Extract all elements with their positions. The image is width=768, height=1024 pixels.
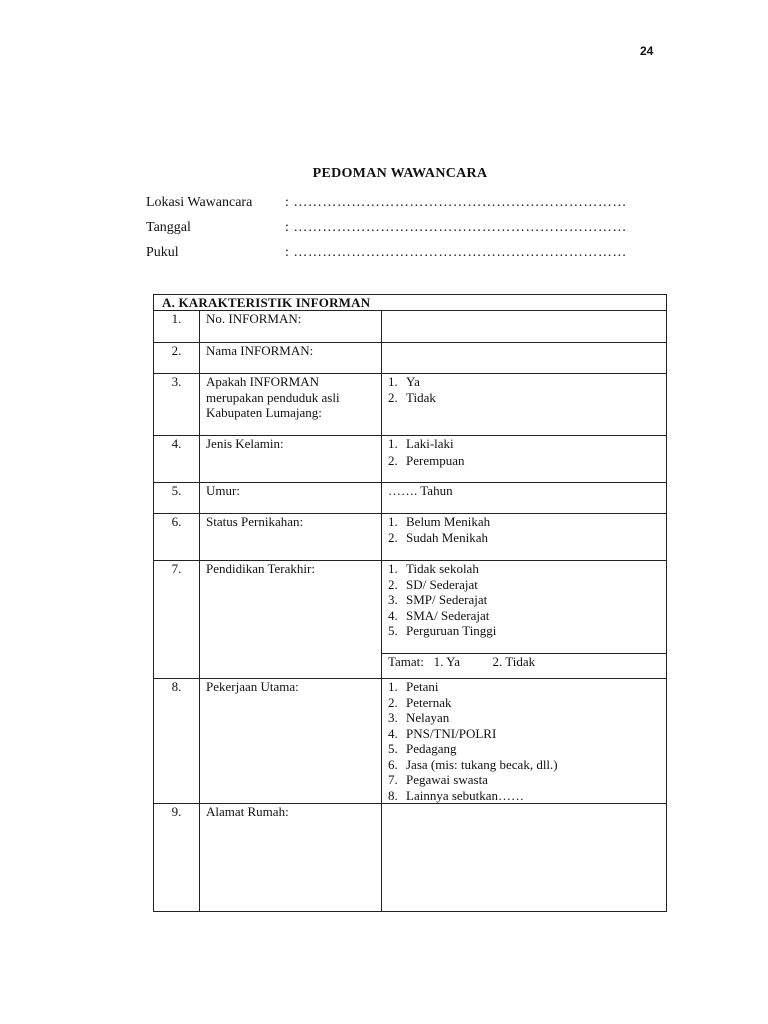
option-item[interactable]: 6. Jasa (mis: tukang becak, dll.) (388, 756, 558, 772)
option-item[interactable]: 2. Perempuan (388, 452, 465, 468)
table-row (154, 343, 667, 374)
question-label: Pekerjaan Utama: (200, 679, 382, 804)
answer-cell[interactable] (382, 343, 667, 374)
answer-cell (382, 374, 667, 436)
answer-cell (382, 679, 667, 804)
table-row (154, 561, 667, 654)
row-number: 7. (154, 561, 200, 679)
option-item[interactable]: 4. PNS/TNI/POLRI (388, 725, 497, 741)
question-label: Alamat Rumah: (200, 804, 382, 912)
option-item[interactable]: 1. Laki-laki (388, 436, 454, 451)
row-number: 1. (154, 311, 200, 343)
option-item[interactable]: 7. Pegawai swasta (388, 772, 488, 787)
option-item[interactable]: 2. SD/ Sederajat (388, 576, 478, 592)
option-item[interactable]: 1. Petani (388, 679, 439, 694)
option-list (388, 679, 660, 803)
meta-fill-line: : …………………………………………………………… (285, 195, 627, 210)
option-item[interactable]: 4. SMA/ Sederajat (388, 607, 490, 623)
table-row (154, 514, 667, 561)
row-number: 4. (154, 436, 200, 483)
row-number: 5. (154, 483, 200, 514)
meta-fill-line: : …………………………………………………………… (285, 220, 627, 235)
row-number: 8. (154, 679, 200, 804)
meta-fill-line: : …………………………………………………………… (285, 245, 627, 260)
question-label: Pendidikan Terakhir: (200, 561, 382, 679)
table-row (154, 679, 667, 804)
option-item[interactable]: 1. Tidak sekolah (388, 561, 479, 576)
question-label: Status Pernikahan: (200, 514, 382, 561)
table-row (154, 436, 667, 483)
meta-label: Pukul (146, 245, 179, 260)
option-item[interactable]: 2. Sudah Menikah (388, 529, 488, 545)
option-item[interactable]: 1. Belum Menikah (388, 514, 491, 529)
option-item[interactable]: 2. Tidak (388, 389, 436, 405)
row-number: 2. (154, 343, 200, 374)
question-line: Apakah INFORMAN (206, 374, 320, 389)
option-item[interactable]: 3. Nelayan (388, 710, 450, 725)
answer-cell[interactable] (382, 804, 667, 912)
meta-label: Lokasi Wawancara (146, 195, 253, 210)
option-item[interactable]: 5. Perguruan Tinggi (388, 623, 497, 638)
option-list (388, 561, 660, 639)
answer-cell (382, 436, 667, 483)
meta-label: Tanggal (146, 220, 191, 235)
question-label (200, 374, 382, 436)
row-number: 3. (154, 374, 200, 436)
question-label: No. INFORMAN: (200, 311, 382, 343)
table-row (154, 804, 667, 912)
option-item[interactable]: 5. Pedagang (388, 741, 457, 756)
option-item[interactable]: 2. Peternak (388, 694, 452, 710)
question-label: Umur: (200, 483, 382, 514)
question-label: Nama INFORMAN: (200, 343, 382, 374)
question-label: Jenis Kelamin: (200, 436, 382, 483)
page-number: 24 (640, 44, 654, 58)
informant-table (153, 294, 667, 912)
tamat-cell[interactable]: Tamat: 1. Ya 2. Tidak (382, 654, 667, 679)
section-header-row (154, 295, 667, 311)
option-list (388, 374, 660, 405)
question-line: Kabupaten Lumajang: (206, 405, 322, 420)
option-list (388, 436, 660, 468)
row-number: 9. (154, 804, 200, 912)
option-item[interactable]: 1. Ya (388, 374, 420, 389)
question-line: merupakan penduduk asli (206, 389, 340, 405)
answer-cell[interactable] (382, 311, 667, 343)
page-title: PEDOMAN WAWANCARA (312, 166, 488, 181)
option-list (388, 514, 660, 545)
answer-cell (382, 561, 667, 654)
option-item[interactable]: 8. Lainnya sebutkan…… (388, 787, 525, 803)
table-row (154, 374, 667, 436)
answer-cell (382, 514, 667, 561)
table-row (154, 483, 667, 514)
table-row (154, 311, 667, 343)
row-number: 6. (154, 514, 200, 561)
answer-cell[interactable]: ……. Tahun (382, 483, 667, 514)
option-item[interactable]: 3. SMP/ Sederajat (388, 592, 488, 607)
section-title: A. KARAKTERISTIK INFORMAN (154, 295, 667, 311)
